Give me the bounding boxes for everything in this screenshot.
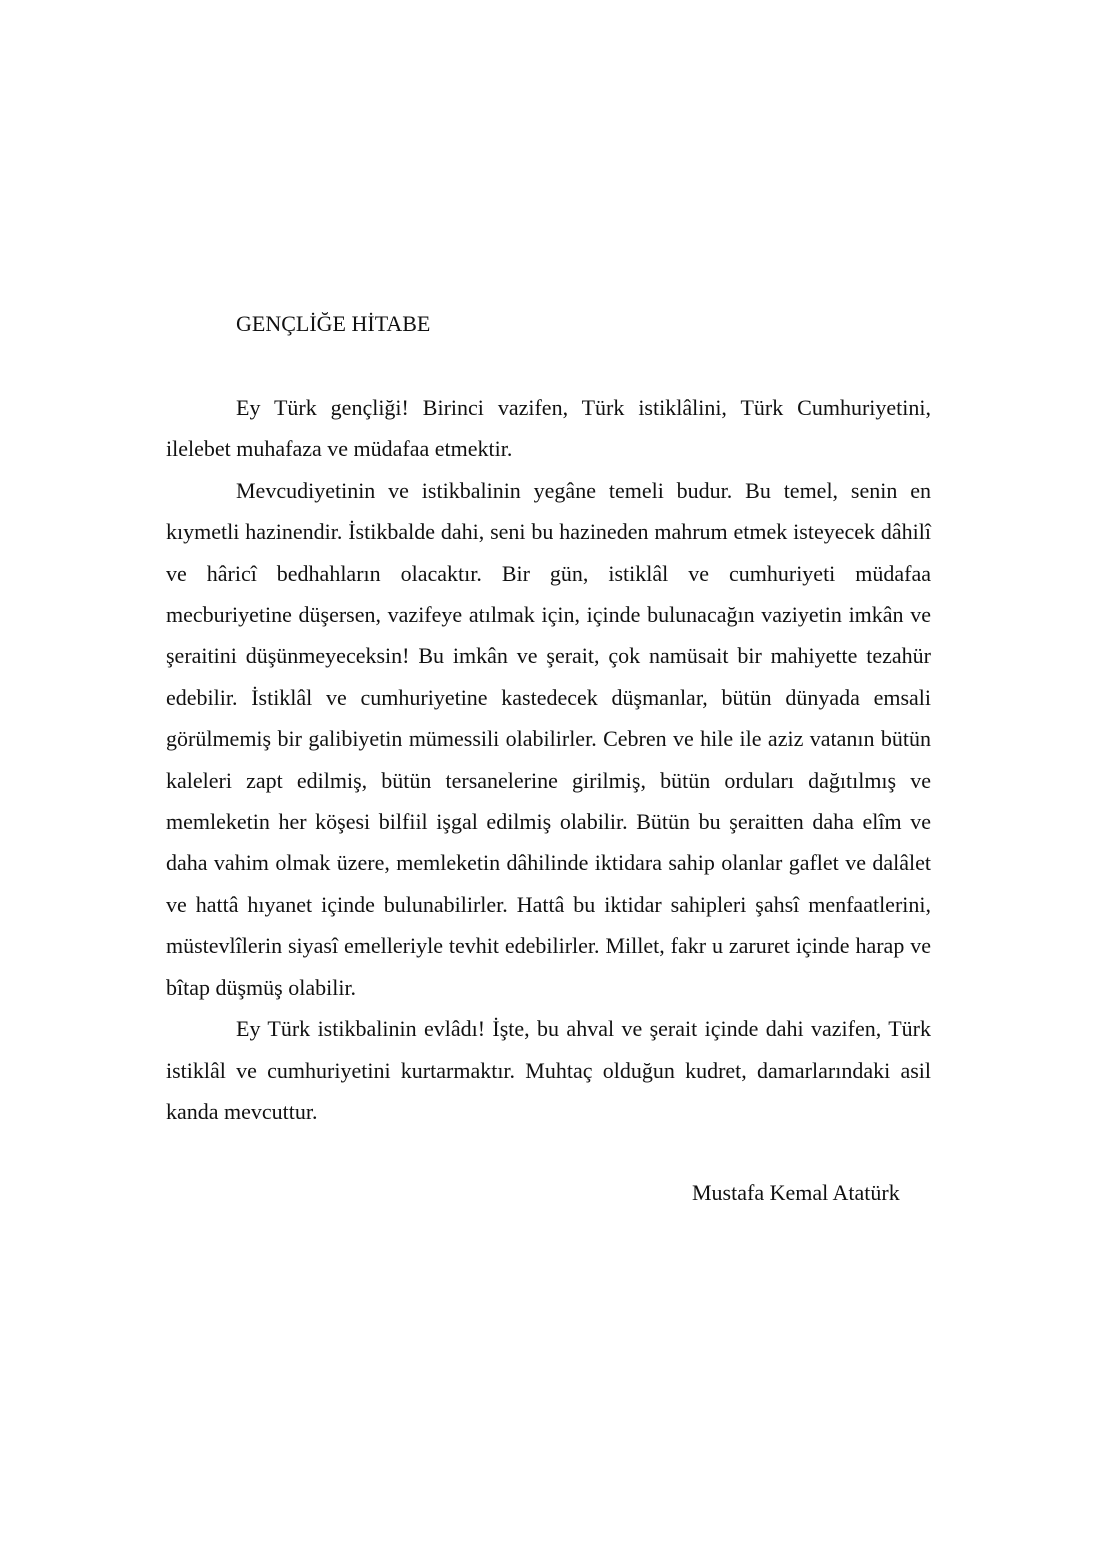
signature: Mustafa Kemal Atatürk <box>692 1180 900 1205</box>
paragraph-3: Ey Türk istikbalinin evlâdı! İşte, bu ahval ve şerait içinde dahi vazifen, Türk istiklâl ve cumhuriyetini kurtarmaktır. Muhtaç olduğun kudret, damarlarındaki asil kanda mevcuttur. <box>166 1016 931 1124</box>
document-title: GENÇLİĞE HİTABE <box>236 311 431 336</box>
document-body <box>166 387 931 1132</box>
paragraph-1: Ey Türk gençliği! Birinci vazifen, Türk istiklâlini, Türk Cumhuriyetini, ilelebet muhafaza ve müdafaa etmektir. <box>166 395 931 462</box>
paragraph-2: Mevcudiyetinin ve istikbalinin yegâne temeli budur. Bu temel, senin en kıymetli hazinendir. İstikbalde dahi, seni bu hazineden mahrum etmek isteyecek dâhilî ve hâricî bedhahların olacaktır. Bir gün, istiklâl ve cumhuriyeti müdafaa mecburiyetine düşersen, vazifeye atılmak için, içinde bulunacağın vaziyetin imkân ve şeraitini düşünmeyeceksin! Bu imkân ve şerait, çok namüsait bir mahiyette tezahür edebilir. İstiklâl ve cumhuriyetine kastedecek düşmanlar, bütün dünyada emsali görülmemiş bir galibiyetin mümessili olabilirler. Cebren ve hile ile aziz vatanın bütün kaleleri zapt edilmiş, bütün tersanelerine girilmiş, bütün orduları dağıtılmış ve memleketin her köşesi bilfiil işgal edilmiş olabilir. Bütün bu şeraitten daha elîm ve daha vahim olmak üzere, memleketin dâhilinde iktidara sahip olanlar gaflet ve dalâlet ve hattâ hıyanet içinde bulunabilirler. Hattâ bu iktidar sahipleri şahsî menfaatlerini, müstevlîlerin siyasî emelleriyle tevhit edebilirler. Millet, fakr u zaruret içinde harap ve bîtap düşmüş olabilir. <box>166 477 931 1000</box>
